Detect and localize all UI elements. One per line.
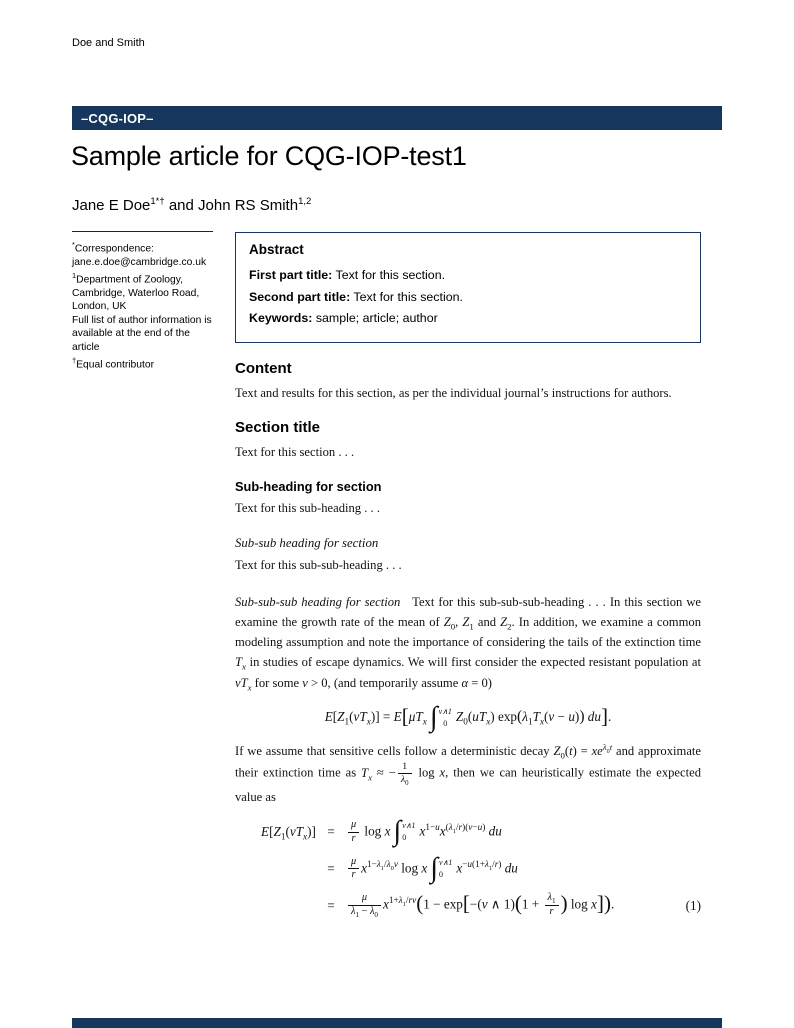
abstract-row-label: Second part title: (249, 289, 351, 304)
sidenote-line-affiliation-1: $^1$Department of Zoology, (72, 271, 184, 286)
article-body (235, 360, 701, 919)
abstract-row-label: First part title: (249, 268, 333, 282)
abstract-heading: Abstract (249, 242, 304, 257)
section-paragraph: Text for this section . . . (235, 445, 355, 460)
footer-bar (72, 1018, 722, 1028)
abstract-row-text: sample; article; author (315, 311, 438, 325)
journal-banner (72, 106, 722, 130)
content-paragraph: Text and results for this section, as per the individual journal’s instructions for authors. (235, 386, 672, 400)
abstract-row-label: Keywords: (249, 311, 313, 325)
sidenote-line-affiliation-2: Cambridge, Waterloo Road, (72, 288, 200, 300)
sidenote-line-fulllist-2: available at the end of the article (72, 328, 190, 353)
sidenote-line-email: jane.e.doe@cambridge.co.uk (72, 256, 207, 268)
subsubsub-heading: Sub-sub-sub heading for section (235, 594, 401, 609)
article-title: Sample article for CQG-IOP-test1 (71, 141, 467, 171)
sidenote-line-correspondence: *Correspondence: (72, 240, 154, 255)
abstract-keywords (249, 308, 687, 330)
sidenote-line-affiliation-3: London, UK (72, 301, 127, 313)
section-title-heading: Section title (235, 419, 321, 437)
abstract-row-text: Text for this section. (353, 289, 463, 304)
display-equation: $E[Z_1(vT_x)] = E[\mu T_x$ ∫ v∧1 0 $Z_0(uT_x) \exp(\lambda_1T_x(v - u))$ du]. (324, 701, 612, 733)
author-line: Jane E Doe$^{1*\dagger}$ and John RS Smith$^{1,2}$ (72, 196, 312, 214)
journal-banner-label: –CQG-IOP– (81, 110, 154, 126)
equation-lhs: $E[Z_1(vT_x)]$ (261, 824, 316, 842)
abstract-first-part (249, 265, 687, 287)
equation-number: (1) (685, 897, 701, 913)
equation-line-1: $\frac{\mu}{r}$ log x ∫ v∧1 0 $x^{1-u}x^{(\lambda_1/r)(v-u)}$ du (346, 819, 686, 846)
subsubsub-paragraph (235, 592, 701, 693)
abstract-box (235, 232, 701, 343)
abstract-second-part (249, 287, 687, 309)
content-heading: Content (235, 360, 292, 377)
equals-sign: = (327, 824, 335, 840)
sub-heading: Sub-heading for section (235, 479, 382, 495)
sub-paragraph: Text for this sub-heading . . . (235, 501, 380, 516)
correspondence-sidenote (72, 231, 213, 372)
equals-sign: = (327, 860, 335, 876)
subsub-heading: Sub-sub heading for section (235, 535, 379, 550)
equals-sign: = (327, 897, 335, 913)
subsub-paragraph: Text for this sub-sub-heading . . . (235, 557, 402, 572)
abstract-row-text: Text for this section. (335, 268, 446, 282)
aligned-equations (235, 816, 701, 920)
running-head: Doe and Smith (72, 37, 145, 49)
sidenote-line-fulllist-1: Full list of author information is (72, 314, 212, 326)
equation-line-2: $\frac{\mu}{r}$ $x^{1-\lambda_1/\lambda_0v}$ log x ∫ v∧1 0 $x^{-u(1+\lambda_1/r)}$ du (346, 856, 686, 883)
equation-line-3: $\frac{\mu}{\lambda_1 - \lambda_0}$ $x^{1+\lambda_1/rv}(1 - \exp[-(v$ ∧ 1)(1 + $\frac{\lambda_1}{r}$ ) log x]). (346, 892, 686, 919)
estimate-paragraph: If we assume that sensitive cells follow a deterministic decay $Z_0(t) = xe^{\lambda_0t}$ and approximate their extinction time as $T_x$ ≈ − $\frac{1}{\lambda_0}$ log x, then we can heuristically estimate the expected value as (235, 741, 702, 804)
sidenote-line-equal-contributor: †Equal contributor (72, 356, 155, 371)
subsubsub-text: Text for this sub-sub-sub-heading . . . In this section we examine the growth rate of the mean of $Z_0$, $Z_1$ and $Z_2$. In addition, we examine a common modeling assumption and note the importance of considering the tails of the extinction time $T_x$ in studies of escape dynamics. We will first consider the expected resistant population at $vT_x$ for some v > 0, (and temporarily assume α = 0) (235, 594, 702, 693)
